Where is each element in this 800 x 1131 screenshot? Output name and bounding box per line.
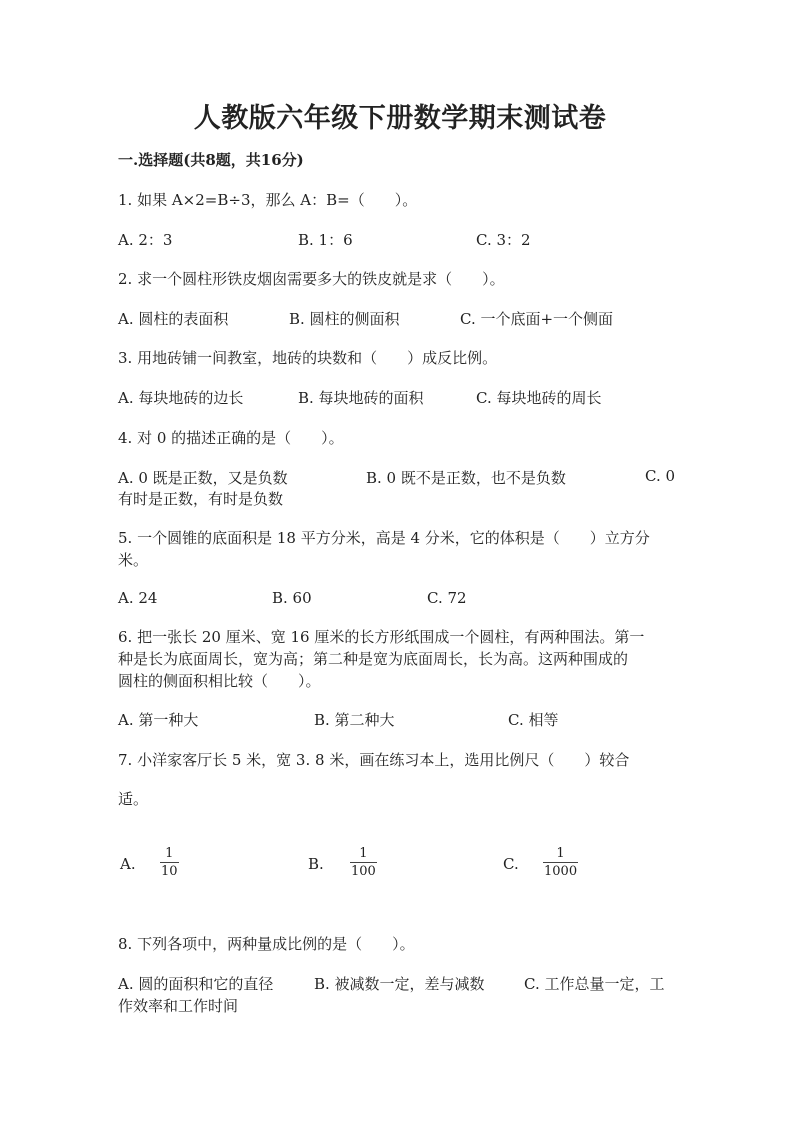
question-8-option-b[interactable]: B. 被减数一定，差与减数 [314, 975, 485, 993]
page-title: 人教版六年级下册数学期末测试卷 [193, 103, 607, 134]
question-7-stem-line2: 适。 [118, 790, 149, 808]
question-5-option-c[interactable]: C. 72 [427, 589, 467, 607]
fraction-numerator: 1 [359, 846, 368, 861]
fraction-denominator: 100 [351, 864, 376, 879]
question-5-stem-line1: 5. 一个圆锥的底面积是 18 平方分米，高是 4 分米，它的体积是（ ）立方分 [118, 529, 650, 547]
fraction-bar [543, 862, 578, 863]
question-4-option-c-cont: 有时是正数，有时是负数 [118, 490, 284, 508]
question-6-stem-line3: 圆柱的侧面积相比较（ ）。 [118, 672, 321, 690]
question-4-option-c[interactable]: C. 0 [645, 467, 676, 485]
question-2-option-b[interactable]: B. 圆柱的侧面积 [289, 310, 400, 328]
question-5-option-a[interactable]: A. 24 [118, 589, 158, 607]
question-6-stem-line1: 6. 把一张长 20 厘米、宽 16 厘米的长方形纸围成一个圆柱，有两种围法。第一 [118, 628, 645, 646]
question-6-option-a[interactable]: A. 第一种大 [118, 711, 199, 729]
question-7-option-c-fraction[interactable] [543, 846, 578, 879]
question-7-option-a-fraction[interactable] [160, 846, 179, 879]
question-2-option-a[interactable]: A. 圆柱的表面积 [118, 310, 229, 328]
question-8-option-a[interactable]: A. 圆的面积和它的直径 [118, 975, 274, 993]
fraction-bar [350, 862, 377, 863]
question-4-option-a[interactable]: A. 0 既是正数，又是负数 [118, 469, 288, 487]
question-4-stem: 4. 对 0 的描述正确的是（ ）。 [118, 429, 344, 447]
question-3-stem: 3. 用地砖铺一间教室，地砖的块数和（ ）成反比例。 [118, 349, 498, 367]
question-1-option-c[interactable]: C. 3：2 [476, 231, 531, 249]
question-8-stem: 8. 下列各项中，两种量成比例的是（ ）。 [118, 935, 415, 953]
fraction-numerator: 1 [165, 846, 174, 861]
question-8-option-c[interactable]: C. 工作总量一定，工 [524, 975, 665, 993]
fraction-denominator: 10 [161, 864, 178, 879]
question-1-option-b[interactable]: B. 1：6 [298, 231, 353, 249]
question-6-option-c[interactable]: C. 相等 [508, 711, 559, 729]
section-heading: 一.选择题(共8题，共16分) [118, 151, 304, 169]
question-7-option-b-fraction[interactable] [350, 846, 377, 879]
question-6-stem-line2: 种是长为底面周长，宽为高；第二种是宽为底面周长，长为高。这两种围成的 [118, 650, 629, 668]
question-1-option-a[interactable]: A. 2：3 [118, 231, 173, 249]
question-5-option-b[interactable]: B. 60 [272, 589, 312, 607]
fraction-numerator: 1 [556, 846, 565, 861]
question-6-option-b[interactable]: B. 第二种大 [314, 711, 395, 729]
question-8-option-c-cont: 作效率和工作时间 [118, 997, 239, 1015]
question-2-option-c[interactable]: C. 一个底面+一个侧面 [460, 310, 614, 328]
question-4-option-b[interactable]: B. 0 既不是正数，也不是负数 [366, 469, 566, 487]
question-2-stem: 2. 求一个圆柱形铁皮烟囱需要多大的铁皮就是求（ ）。 [118, 270, 505, 288]
question-1-stem: 1. 如果 A×2=B÷3，那么 A：B=（ ）。 [118, 191, 418, 209]
question-7-option-a-label[interactable]: A. [120, 855, 136, 873]
question-7-option-b-label[interactable]: B. [308, 855, 324, 873]
fraction-bar [160, 862, 179, 863]
question-3-option-a[interactable]: A. 每块地砖的边长 [118, 389, 244, 407]
question-3-option-c[interactable]: C. 每块地砖的周长 [476, 389, 602, 407]
question-5-stem-line2: 米。 [118, 551, 149, 569]
question-7-option-c-label[interactable]: C. [503, 855, 519, 873]
fraction-denominator: 1000 [544, 864, 578, 879]
question-3-option-b[interactable]: B. 每块地砖的面积 [298, 389, 424, 407]
question-7-stem-line1: 7. 小洋家客厅长 5 米，宽 3. 8 米，画在练习本上，选用比例尺（ ）较合 [118, 751, 630, 769]
